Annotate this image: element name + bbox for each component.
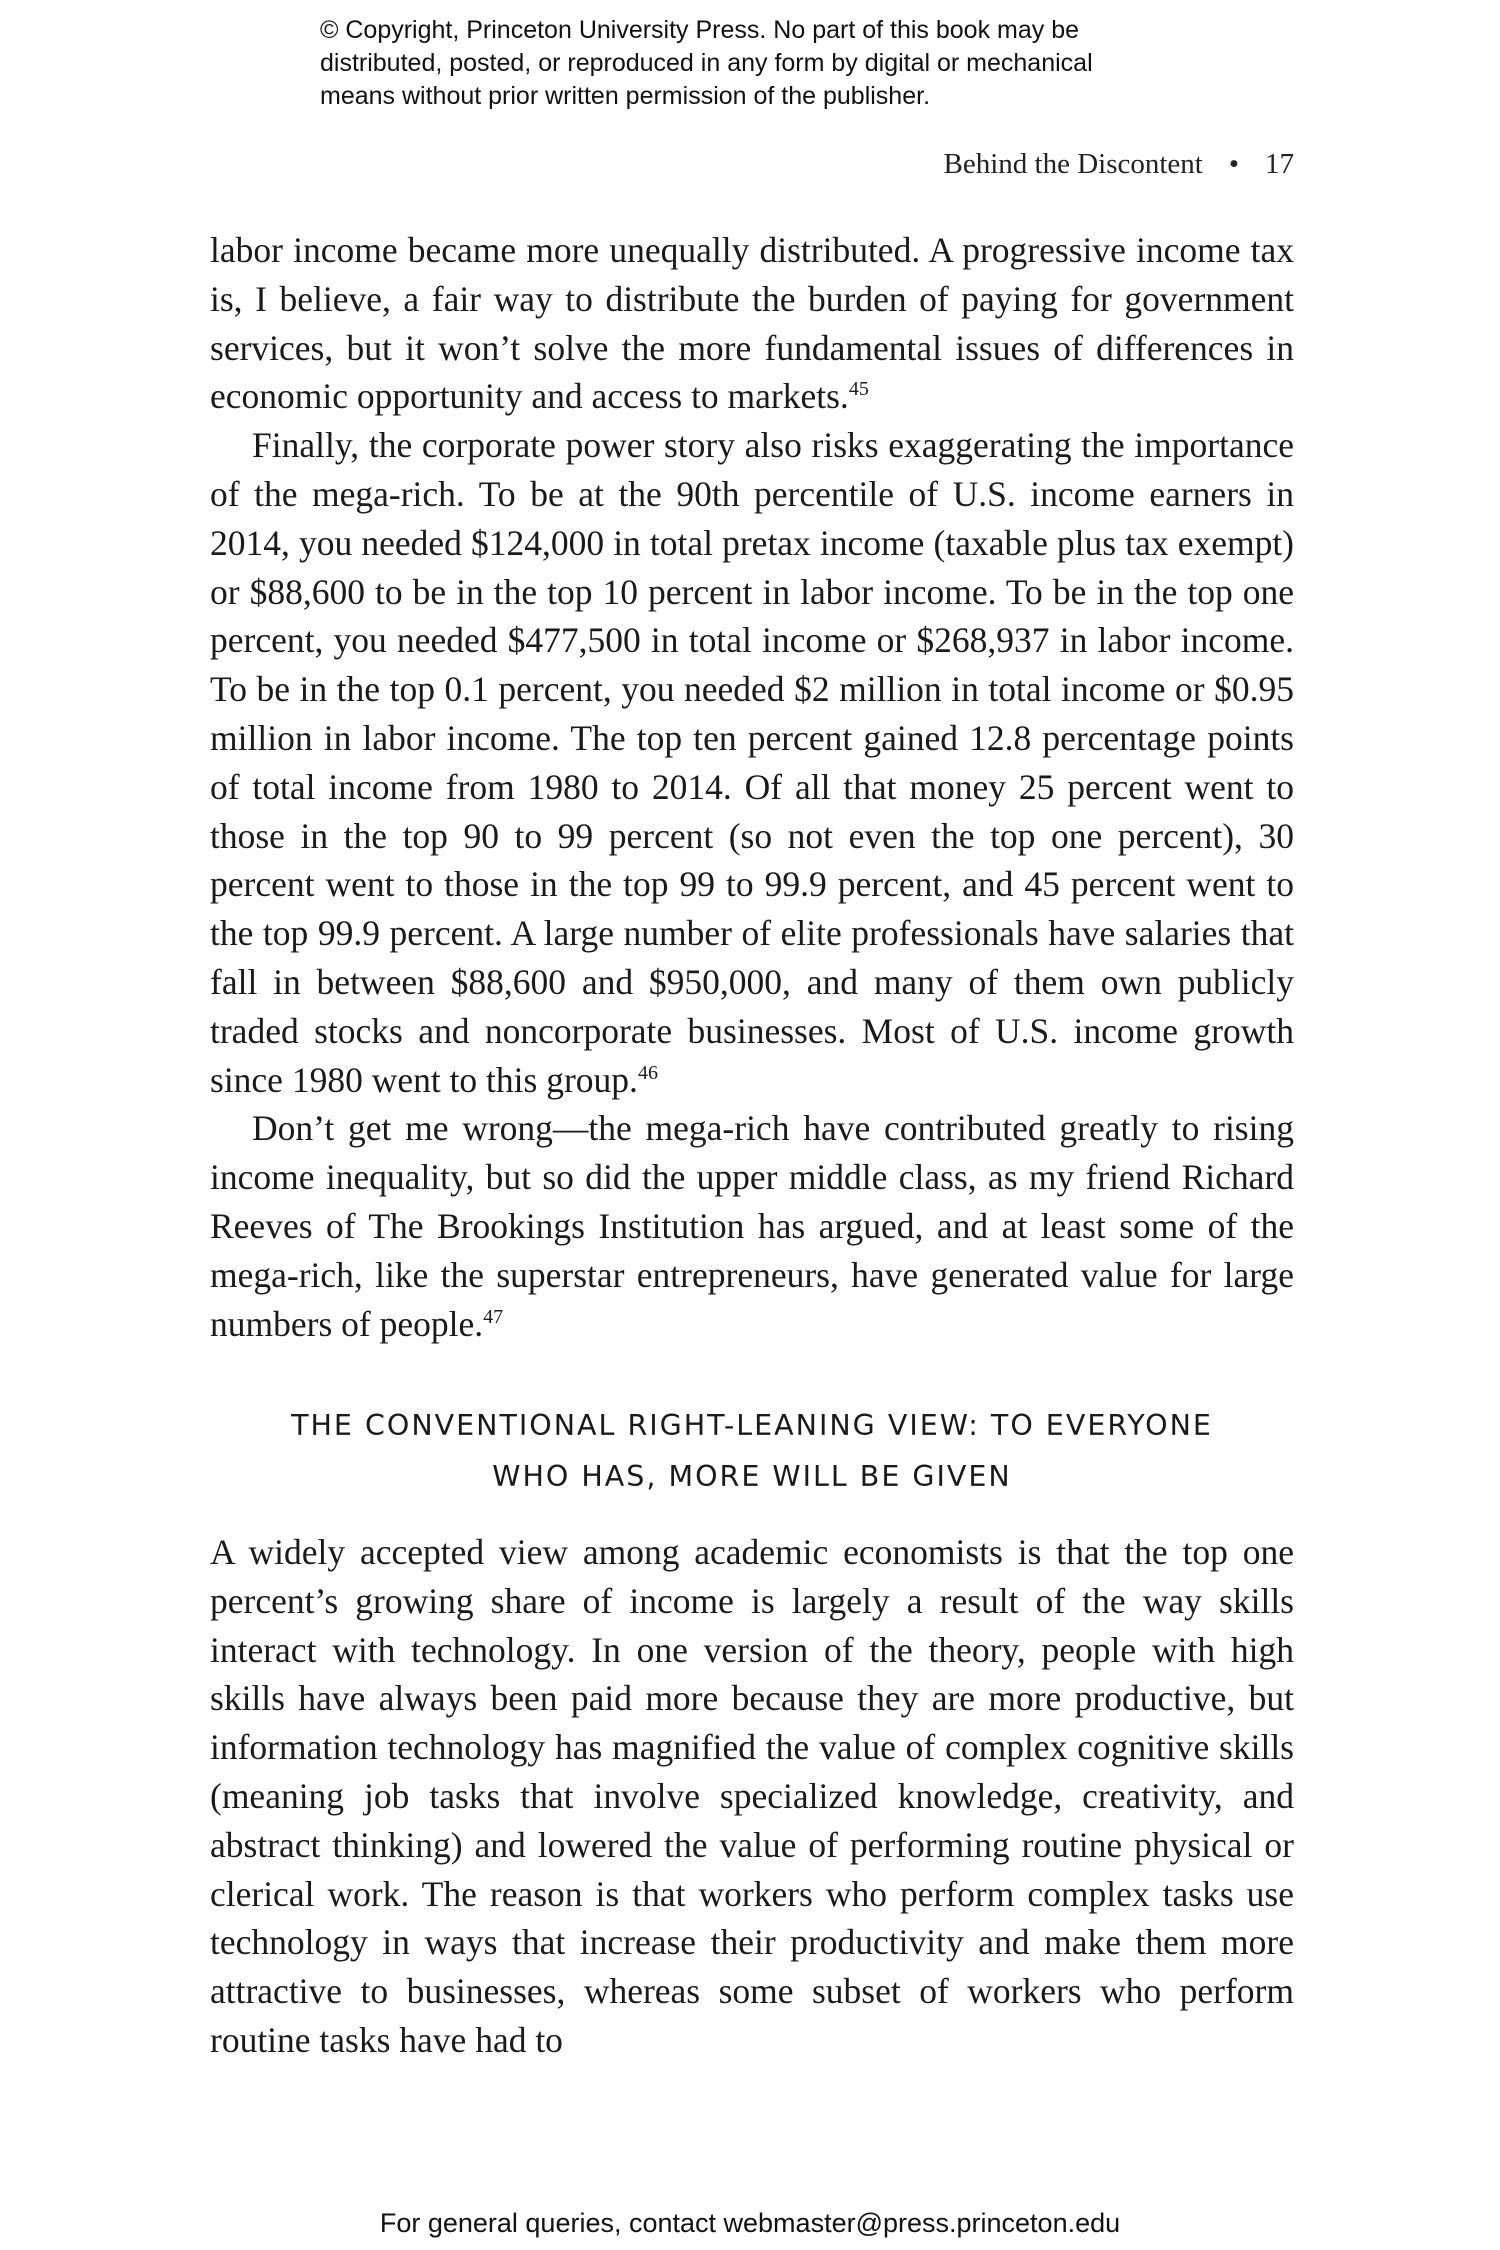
copyright-line-1: © Copyright, Princeton University Press. No part of this book may be <box>320 16 1080 44</box>
section-heading <box>210 1400 1294 1502</box>
paragraph-text: labor income became more unequally distributed. A progressive income tax is, I believe, a fair way to distribute the burden of paying for government services, but it won’t solve the more fundamental issues of differences in economic opportunity and access to markets. <box>210 230 1294 417</box>
paragraph-text: Finally, the corporate power story also risks exaggerating the importance of the mega-rich. To be at the 90th percentile of U.S. income earners in 2014, you needed $124,000 in total pretax income (taxable plus tax exempt) or $88,600 to be in the top 10 percent in labor income. To be in the top one percent, you needed $477,500 in total income or $268,937 in labor income. To be in the top 0.1 percent, you needed $2 million in total income or $0.95 million in labor income. The top ten percent gained 12.8 percentage points of total income from 1980 to 2014. Of all that money 25 percent went to those in the top 90 to 99 percent (so not even the top one percent), 30 percent went to those in the top 99 to 99.9 percent, and 45 percent went to the top 99.9 percent. A large number of elite professionals have salaries that fall in between $88,600 and $950,000, and many of them own publicly traded stocks and noncorporate businesses. Most of U.S. income growth since 1980 went to this group. <box>210 425 1294 1100</box>
section-heading-line-1: THE CONVENTIONAL RIGHT-LEANING VIEW: TO EVERYONE <box>291 1409 1213 1442</box>
running-head-separator: • <box>1228 148 1239 180</box>
copyright-notice <box>320 14 1220 113</box>
paragraph-text: Don’t get me wrong—the mega-rich have contributed greatly to rising income inequality, but so did the upper middle class, as my friend Richard Reeves of The Brookings Institution has argued, and at least some of the mega-rich, like the superstar entrepreneurs, have generated value for large numbers of people. <box>210 1108 1294 1344</box>
section-heading-line-2: WHO HAS, MORE WILL BE GIVEN <box>492 1460 1012 1493</box>
running-head-title: Behind the Discontent <box>943 148 1203 180</box>
footer-contact <box>0 2208 1500 2239</box>
paragraph <box>210 1104 1294 1348</box>
footer-text: For general queries, contact webmaster@press.princeton.edu <box>379 2208 1121 2238</box>
copyright-line-3: means without prior written permission of the publisher. <box>320 82 931 110</box>
paragraph <box>210 421 1294 1104</box>
paragraph-text: A widely accepted view among academic economists is that the top one percent’s growing share of income is largely a result of the way skills interact with technology. In one version of the theory, people with high skills have always been paid more because they are more productive, but information technology has magnified the value of complex cognitive skills (meaning job tasks that involve specialized knowledge, creativity, and abstract thinking) and lowered the value of performing routine physical or clerical work. The reason is that workers who perform complex tasks use technology in ways that increase their productivity and make them more attractive to businesses, whereas some subset of workers who perform routine tasks have had to <box>210 1532 1294 2060</box>
paragraph <box>210 1528 1294 2065</box>
page-number: 17 <box>1265 148 1294 180</box>
endnote-marker[interactable]: 47 <box>483 1305 504 1328</box>
endnote-marker[interactable]: 45 <box>848 378 869 401</box>
paragraph <box>210 226 1294 421</box>
copyright-line-2: distributed, posted, or reproduced in any form by digital or mechanical <box>320 49 1093 77</box>
body-text-section-1 <box>210 226 1294 1348</box>
body-text-section-2 <box>210 1528 1294 2065</box>
endnote-marker[interactable]: 46 <box>637 1061 658 1084</box>
running-head <box>944 148 1295 181</box>
